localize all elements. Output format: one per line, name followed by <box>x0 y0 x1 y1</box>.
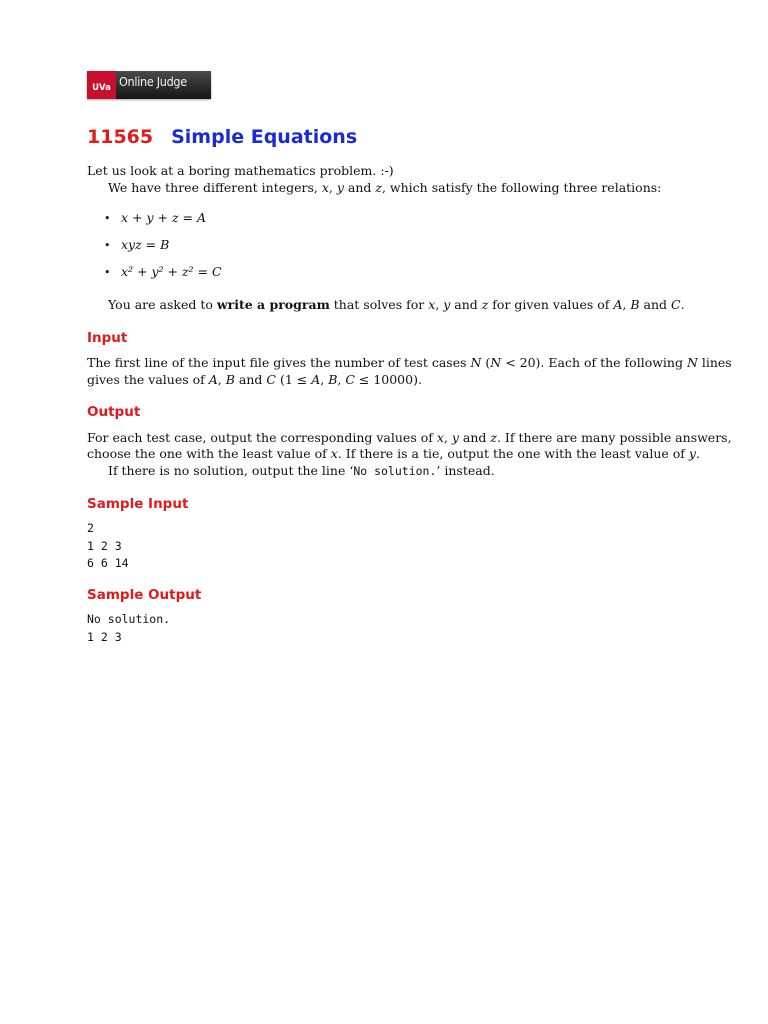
code-line: 1 2 3 <box>87 538 122 553</box>
output-line-1: For each test case, output the corresponding values of x, y and z. If there are many possible answers, <box>87 430 732 445</box>
code-line: 6 6 14 <box>87 556 129 570</box>
output-line-3: If there is no solution, output the line ‘No solution.’ instead. <box>108 463 495 478</box>
no-solution-code: No solution. <box>353 464 437 478</box>
uva-online-judge-logo[interactable] <box>87 71 211 99</box>
sample-input-heading: Sample Input <box>87 496 189 512</box>
intro-line-1: Let us look at a boring mathematics problem. :-) <box>87 163 394 178</box>
sample-output-heading: Sample Output <box>87 587 202 603</box>
output-line-2: choose the one with the least value of x. If there is a tie, output the one with the least value of y. <box>87 446 700 461</box>
uva-badge: UVa <box>87 71 116 99</box>
task-statement: You are asked to write a program that solves for x, y and z for given values of A, B and C. <box>108 297 685 312</box>
sample-output-block <box>87 611 170 646</box>
bullet-icon: • <box>104 212 111 225</box>
input-line-1: The first line of the input file gives the number of test cases N (N < 20). Each of the following N lines <box>87 355 732 370</box>
output-heading: Output <box>87 404 141 420</box>
intro-line-2: We have three different integers, x, y and z, which satisfy the following three relations: <box>108 180 662 195</box>
input-line-2: gives the values of A, B and C (1 ≤ A, B, C ≤ 10000). <box>87 372 422 387</box>
input-heading: Input <box>87 330 128 346</box>
bullet-icon: • <box>104 266 111 279</box>
sample-input-block <box>87 520 129 573</box>
code-line: No solution. <box>87 612 171 626</box>
problem-name: Simple Equations <box>171 126 358 148</box>
relation-2: xyz = B <box>121 237 170 252</box>
logo-text: Online Judge <box>116 71 211 99</box>
problem-number: 11565 <box>87 126 154 148</box>
relation-1: x + y + z = A <box>121 210 206 225</box>
code-line: 1 2 3 <box>87 629 122 644</box>
page-title <box>87 126 357 148</box>
bullet-icon: • <box>104 239 111 252</box>
code-line: 2 <box>87 521 94 535</box>
relation-3: x² + y² + z² = C <box>121 264 222 279</box>
